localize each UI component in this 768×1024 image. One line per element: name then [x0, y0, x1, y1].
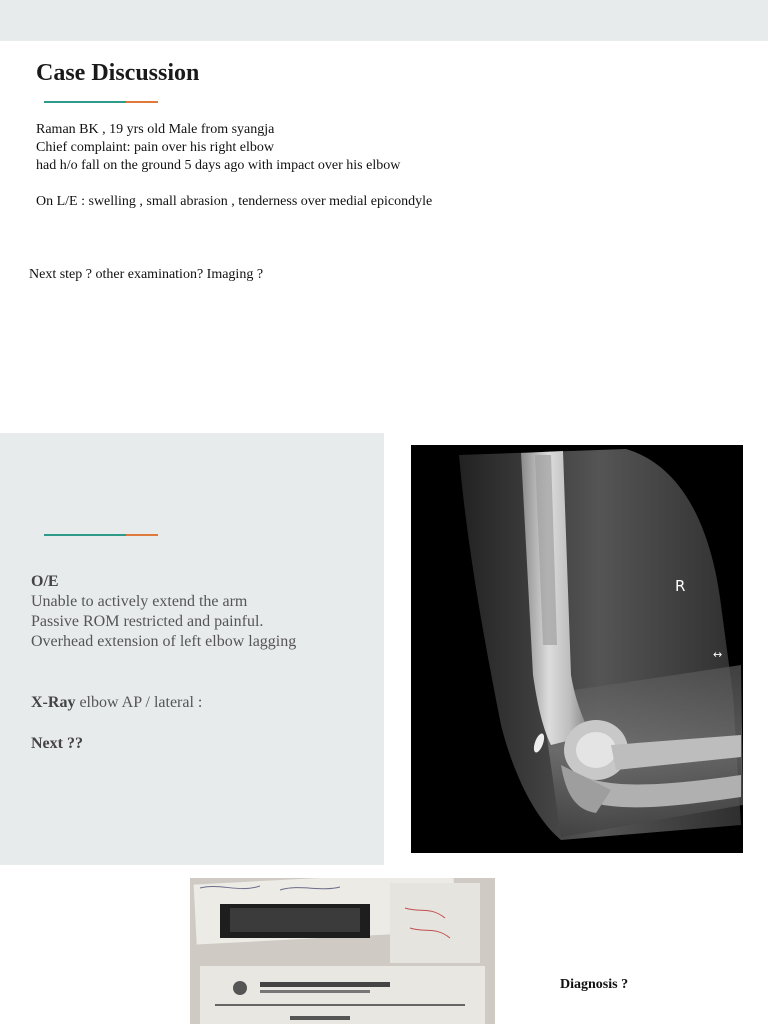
case-line: had h/o fall on the ground 5 days ago with impact over his elbow — [36, 158, 401, 173]
xray-request — [31, 694, 202, 712]
oe-line: Overhead extension of left elbow lagging — [31, 633, 297, 650]
oe-findings — [31, 572, 296, 652]
accent-line-teal — [44, 534, 126, 536]
oe-line: Unable to actively extend the arm — [31, 593, 248, 610]
accent-line-orange — [126, 101, 158, 103]
xray-label: X-Ray — [31, 694, 76, 711]
next-question: Next ?? — [31, 735, 83, 752]
top-band — [0, 0, 768, 41]
xray-arrow-marker: ↔ — [713, 648, 723, 661]
page-title: Case Discussion — [36, 60, 200, 86]
diagnosis-question: Diagnosis ? — [560, 977, 629, 992]
xray-side-marker: R — [675, 577, 686, 595]
ultrasound-report-photo — [190, 878, 495, 1024]
case-summary — [36, 121, 432, 211]
elbow-xray-image — [411, 445, 743, 853]
accent-line-teal — [44, 101, 126, 103]
exam-findings: On L/E : swelling , small abrasion , tenderness over medial epicondyle — [36, 194, 433, 209]
accent-line-orange — [126, 534, 158, 536]
case-line: Raman BK , 19 yrs old Male from syangja — [36, 122, 275, 137]
oe-heading: O/E — [31, 573, 59, 590]
slide-case-discussion — [0, 41, 768, 433]
case-line: Chief complaint: pain over his right elbow — [36, 140, 274, 155]
oe-line: Passive ROM restricted and painful. — [31, 613, 264, 630]
next-step-question: Next step ? other examination? Imaging ? — [29, 267, 264, 282]
xray-detail: elbow AP / lateral : — [75, 694, 203, 711]
